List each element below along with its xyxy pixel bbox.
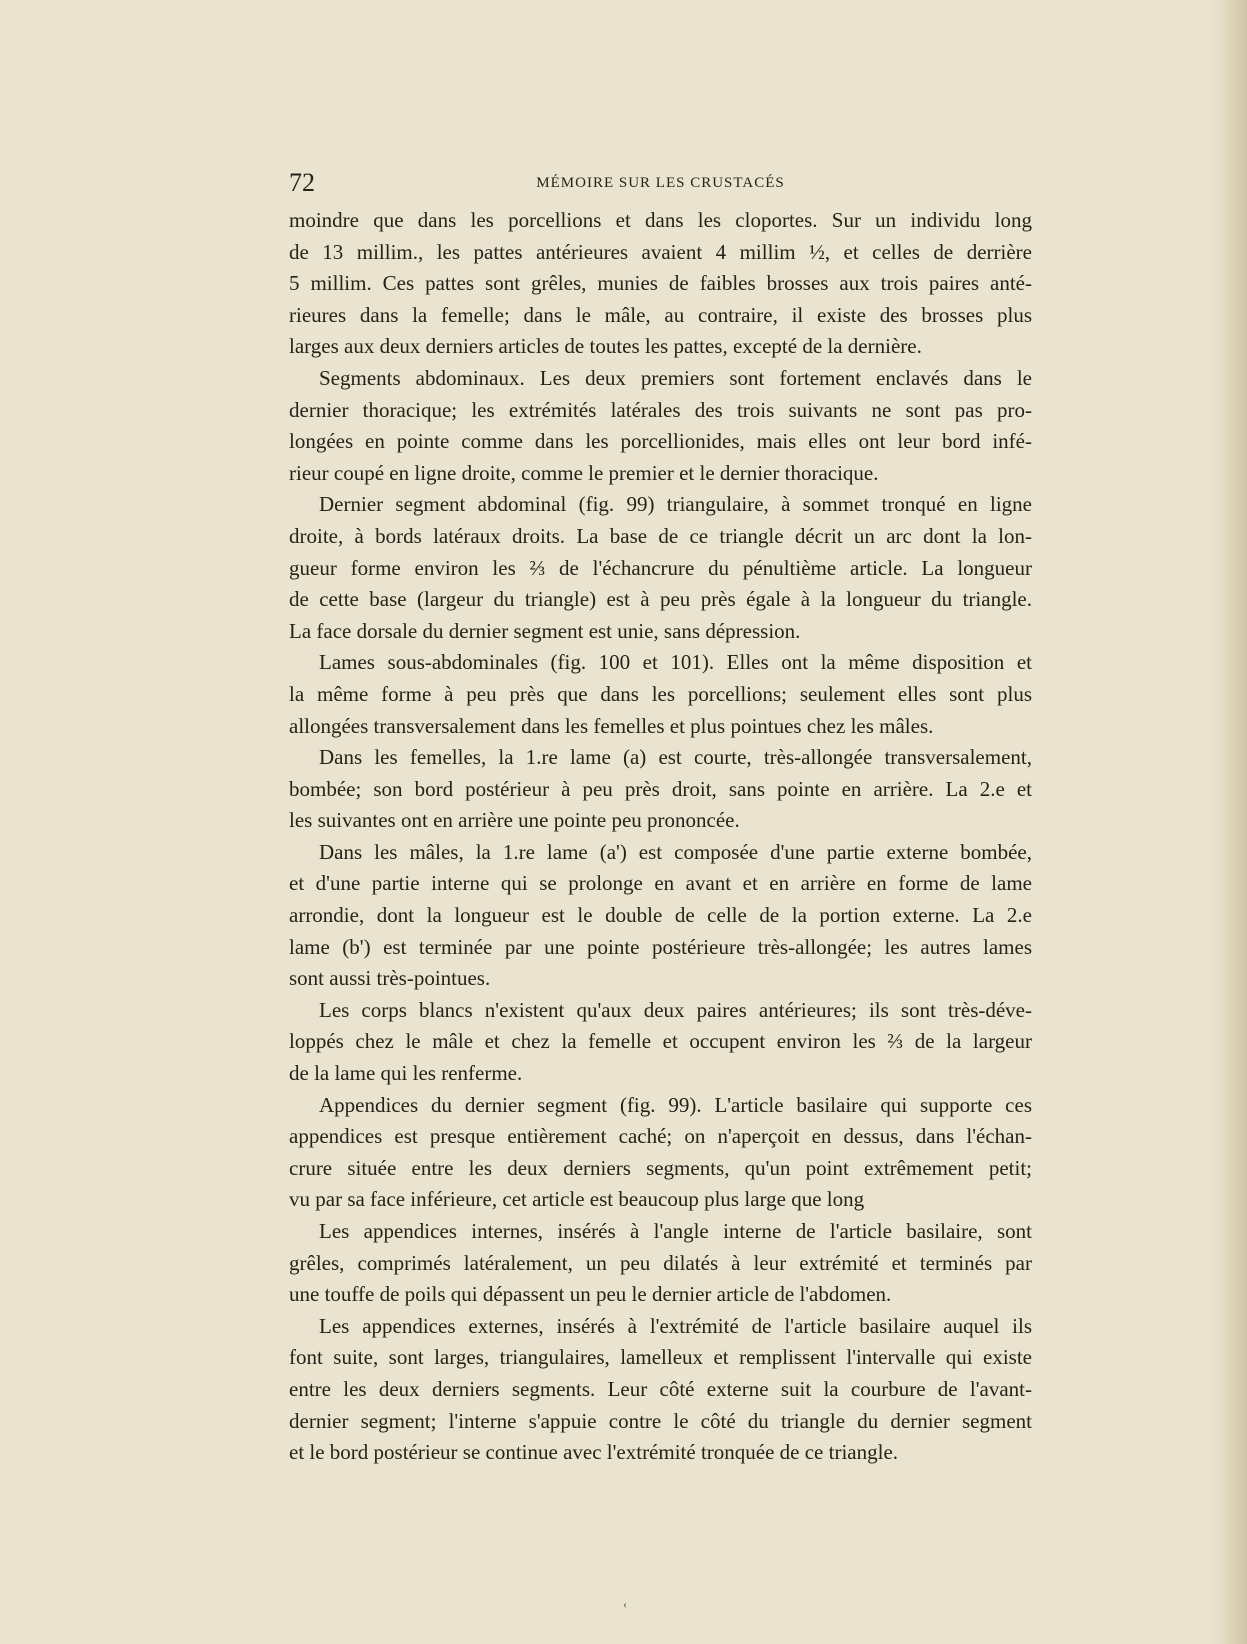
text-line: une touffe de poils qui dépassent un peu le dernier article de l'abdomen.	[289, 1282, 892, 1307]
running-title: MÉMOIRE SUR LES CRUSTACÉS	[536, 175, 785, 191]
page-edge	[1213, 0, 1247, 1644]
text-line: arrondie, dont la longueur est le double de celle de la portion externe. La 2.e	[289, 903, 1032, 928]
text-line: la même forme à peu près que dans les porcellions; seulement elles sont plus	[289, 681, 1032, 706]
text-line: allongées transversalement dans les femelles et plus pointues chez les mâles.	[289, 713, 934, 738]
text-line: rieures dans la femelle; dans le mâle, au contraire, il existe des brosses plus	[289, 302, 1032, 327]
body-text	[289, 205, 1032, 1469]
text-line: les suivantes ont en arrière une pointe peu prononcée.	[289, 808, 740, 833]
text-line: loppés chez le mâle et chez la femelle et occupent environ les ⅔ de la largeur	[289, 1029, 1032, 1054]
page-number: 72	[289, 168, 315, 197]
text-line: La face dorsale du dernier segment est unie, sans dépression.	[289, 618, 801, 643]
text-line: vu par sa face inférieure, cet article est beaucoup plus large que long	[289, 1187, 865, 1212]
text-line: Les appendices internes, insérés à l'angle interne de l'article basilaire, sont	[319, 1219, 1032, 1243]
text-line: Dans les femelles, la 1.re lame (a) est courte, très-allongée transversalement,	[319, 745, 1032, 770]
text-line: appendices est presque entièrement caché; on n'aperçoit en dessus, dans l'échan-	[289, 1124, 1032, 1149]
page-header	[289, 168, 1032, 198]
text-line: dernier segment; l'interne s'appuie contre le côté du triangle du dernier segment	[289, 1408, 1032, 1433]
text-line: Segments abdominaux. Les deux premiers sont fortement enclavés dans le	[319, 365, 1032, 390]
text-line: grêles, comprimés latéralement, un peu dilatés à leur extrémité et terminés par	[289, 1250, 1032, 1275]
text-line: gueur forme environ les ⅔ de l'échancrure du pénultième article. La longueur	[289, 555, 1032, 580]
text-line: crure située entre les deux derniers segments, qu'un point extrêmement petit;	[289, 1155, 1032, 1180]
text-line: Lames sous-abdominales (fig. 100 et 101). Elles ont la même disposition et	[319, 650, 1032, 675]
text-line: Dernier segment abdominal (fig. 99) triangulaire, à sommet tronqué en ligne	[319, 492, 1032, 517]
text-line: et d'une partie interne qui se prolonge en avant et en arrière en forme de lame	[289, 871, 1032, 896]
text-line: 5 millim. Ces pattes sont grêles, munies de faibles brosses aux trois paires anté-	[289, 271, 1032, 296]
text-line: de la lame qui les renferme.	[289, 1061, 523, 1086]
text-line: et le bord postérieur se continue avec l'extrémité tronquée de ce triangle.	[289, 1440, 899, 1465]
text-line: bombée; son bord postérieur à peu près droit, sans pointe en arrière. La 2.e et	[289, 776, 1032, 801]
text-line: Les corps blancs n'existent qu'aux deux paires antérieures; ils sont très-déve-	[319, 997, 1032, 1022]
text-line: Dans les mâles, la 1.re lame (a') est composée d'une partie externe bombée,	[319, 839, 1032, 864]
text-line: sont aussi très-pointues.	[289, 966, 491, 991]
text-line: dernier thoracique; les extrémités latérales des trois suivants ne sont pas pro-	[289, 397, 1032, 422]
text-line: droite, à bords latéraux droits. La base de ce triangle décrit un arc dont la lon-	[289, 523, 1032, 548]
text-line: font suite, sont larges, triangulaires, lamelleux et remplissent l'intervalle qui existe	[289, 1345, 1032, 1370]
text-line: rieur coupé en ligne droite, comme le premier et le dernier thoracique.	[289, 460, 879, 485]
text-line: Les appendices externes, insérés à l'extrémité de l'article basilaire auquel ils	[319, 1313, 1032, 1338]
text-line: moindre que dans les porcellions et dans les cloportes. Sur un individu long	[289, 208, 1032, 232]
text-line: lame (b') est terminée par une pointe postérieure très-allongée; les autres lames	[289, 934, 1032, 959]
text-line: Appendices du dernier segment (fig. 99). L'article basilaire qui supporte ces	[319, 1092, 1032, 1117]
text-line: de cette base (largeur du triangle) est à peu près égale à la longueur du triangle.	[289, 587, 1032, 612]
text-line: longées en pointe comme dans les porcellionides, mais elles ont leur bord infé-	[289, 429, 1032, 454]
text-line: larges aux deux derniers articles de toutes les pattes, excepté de la dernière.	[289, 334, 922, 359]
text-line: de 13 millim., les pattes antérieures avaient 4 millim ½, et celles de derrière	[289, 239, 1032, 264]
text-line: entre les deux derniers segments. Leur côté externe suit la courbure de l'avant-	[289, 1376, 1032, 1401]
stray-mark: ‹	[623, 1597, 627, 1611]
